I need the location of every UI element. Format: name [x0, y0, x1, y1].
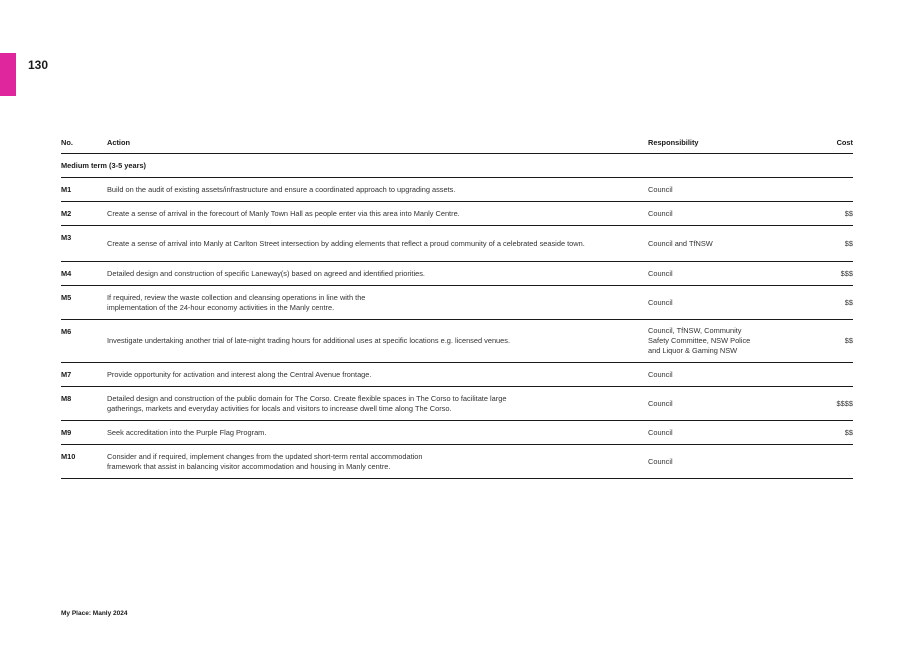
table-header	[61, 132, 853, 154]
header-action: Action	[107, 137, 130, 147]
table-row	[61, 363, 853, 387]
row-cost: $$	[844, 238, 853, 248]
row-action: If required, review the waste collection and cleansing operations in line with the implementation of the 24-hour economy activities in the Manly centre.	[107, 292, 366, 312]
table-row	[61, 286, 853, 320]
page-number: 130	[28, 58, 49, 72]
row-cost	[786, 445, 853, 478]
row-number: M10	[61, 452, 76, 461]
table-row	[61, 445, 853, 479]
row-number: M2	[61, 209, 72, 218]
table-row	[61, 202, 853, 226]
table-row	[61, 226, 853, 262]
row-responsibility: Council and TfNSW	[648, 238, 713, 248]
row-responsibility: Council, TfNSW, Community Safety Committee, NSW Police and Liquor & Gaming NSW	[648, 326, 751, 355]
row-number: M4	[61, 269, 72, 278]
table-row	[61, 387, 853, 421]
row-responsibility: Council	[648, 184, 673, 194]
row-responsibility: Council	[648, 456, 673, 466]
row-responsibility: Council	[648, 369, 673, 379]
row-cost: $$	[844, 297, 853, 307]
actions-table	[61, 132, 853, 479]
row-cost: $$$$	[836, 398, 853, 408]
row-number: M1	[61, 185, 72, 194]
row-action: Create a sense of arrival into Manly at Carlton Street intersection by adding elements that reflect a proud community of a celebrated seaside town.	[107, 238, 585, 248]
row-action: Investigate undertaking another trial of late-night trading hours for additional uses at specific locations e.g. licensed venues.	[107, 336, 511, 345]
row-responsibility: Council	[648, 268, 673, 278]
row-number: M7	[61, 370, 72, 379]
row-number: M3	[61, 233, 72, 242]
row-number: M6	[61, 327, 72, 336]
table-row	[61, 178, 853, 202]
row-responsibility: Council	[648, 297, 673, 307]
row-number: M8	[61, 394, 72, 403]
row-cost: $$	[844, 336, 853, 345]
footer-title: My Place: Manly 2024	[61, 610, 128, 617]
row-action: Build on the audit of existing assets/infrastructure and ensure a coordinated approach to upgrading assets.	[107, 184, 456, 194]
header-responsibility: Responsibility	[648, 137, 699, 147]
row-action: Seek accreditation into the Purple Flag Program.	[107, 427, 267, 437]
header-no: No.	[61, 137, 73, 147]
row-action: Detailed design and construction of specific Laneway(s) based on agreed and identified priorities.	[107, 268, 425, 278]
row-action: Detailed design and construction of the public domain for The Corso. Create flexible spaces in The Corso to facilitate large gatherings, markets and everyday activities for locals and visitors to increase dwell time along The Corso.	[107, 393, 507, 413]
row-responsibility: Council	[648, 208, 673, 218]
header-cost: Cost	[836, 137, 853, 147]
section-label: Medium term (3-5 years)	[61, 160, 147, 170]
table-body	[61, 178, 853, 479]
table-row	[61, 320, 853, 363]
row-action: Provide opportunity for activation and interest along the Central Avenue frontage.	[107, 369, 372, 379]
row-cost: $$	[844, 208, 853, 218]
row-cost: $$$	[840, 268, 853, 278]
table-row	[61, 421, 853, 445]
row-cost	[786, 363, 853, 386]
row-action: Consider and if required, implement changes from the updated short-term rental accommodation framework that assist in balancing visitor accommodation and housing in Manly centre.	[107, 451, 423, 471]
section-tab	[0, 53, 16, 96]
row-action: Create a sense of arrival in the forecourt of Manly Town Hall as people enter via this area into Manly Centre.	[107, 208, 460, 218]
row-cost: $$	[844, 427, 853, 437]
row-responsibility: Council	[648, 427, 673, 437]
row-number: M5	[61, 293, 72, 302]
row-number: M9	[61, 428, 72, 437]
row-responsibility: Council	[648, 398, 673, 408]
row-cost	[786, 178, 853, 201]
section-heading	[61, 154, 853, 178]
table-row	[61, 262, 853, 286]
